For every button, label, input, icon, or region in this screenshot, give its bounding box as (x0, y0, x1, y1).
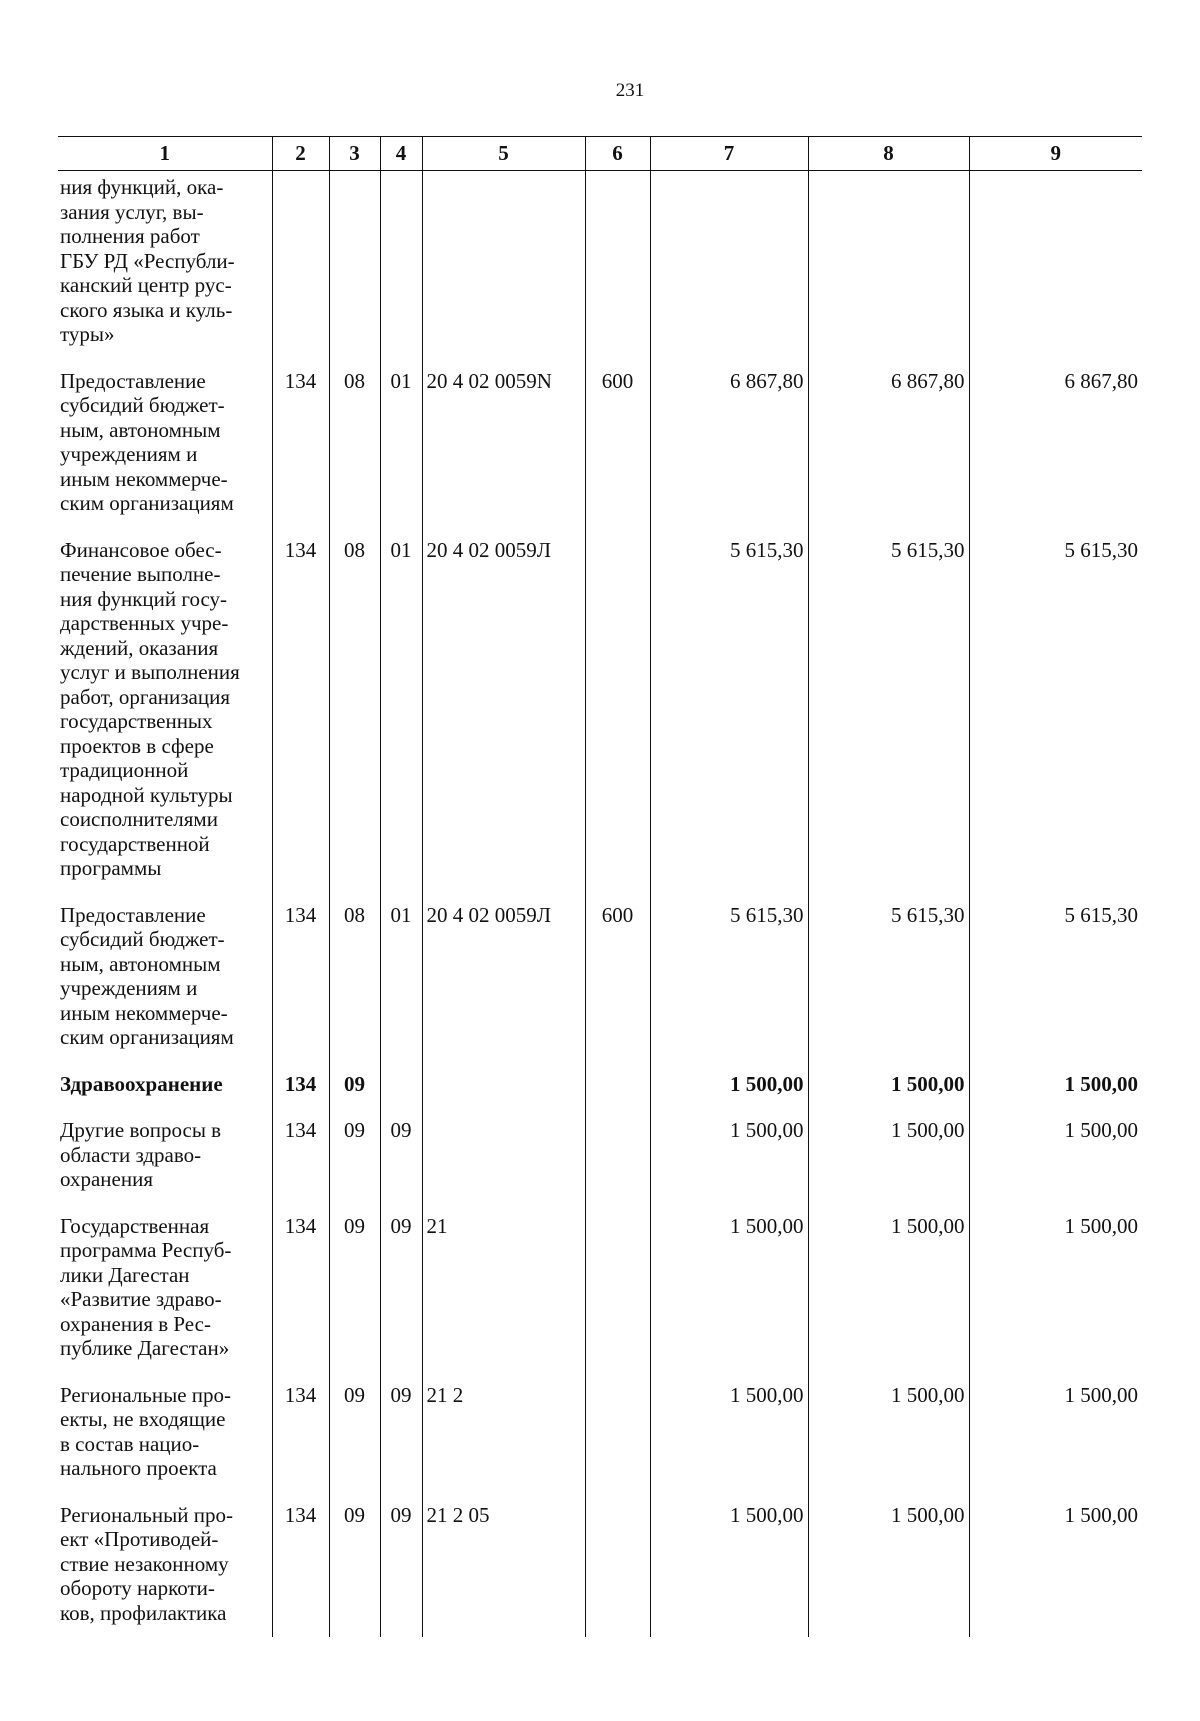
code-column-4: 09 (380, 1204, 422, 1373)
amount-column-7: 6 867,80 (650, 359, 808, 528)
code-column-3: 09 (329, 1373, 380, 1493)
row-name (58, 171, 272, 359)
code-column-4: 09 (380, 1493, 422, 1638)
code-column-3: 09 (329, 1062, 380, 1109)
table-row (58, 893, 1142, 1062)
row-name-text: Государственная программа Респуб- лики Дагестан «Развитие здраво- охранения в Рес- публике Дагестан» (60, 1213, 232, 1360)
amount-column-9 (969, 171, 1142, 359)
page-number: 231 (615, 80, 645, 101)
amount-column-9: 1 500,00 (969, 1108, 1142, 1204)
table-row (58, 171, 1142, 359)
amount-column-9: 1 500,00 (969, 1062, 1142, 1109)
code-column-6 (585, 171, 650, 359)
code-column-3: 09 (329, 1108, 380, 1204)
row-name (58, 1373, 272, 1493)
code-column-5: 21 2 (422, 1373, 585, 1493)
code-column-3: 08 (329, 893, 380, 1062)
amount-column-9: 6 867,80 (969, 359, 1142, 528)
code-column-2: 134 (272, 1108, 329, 1204)
code-column-3: 09 (329, 1204, 380, 1373)
code-column-5 (422, 1062, 585, 1109)
table-row (58, 1204, 1142, 1373)
code-column-2: 134 (272, 359, 329, 528)
amount-column-7 (650, 171, 808, 359)
amount-column-8 (808, 171, 969, 359)
table-row (58, 1062, 1142, 1109)
code-column-5: 21 (422, 1204, 585, 1373)
amount-column-7: 1 500,00 (650, 1062, 808, 1109)
amount-column-8: 1 500,00 (808, 1108, 969, 1204)
code-column-6 (585, 1493, 650, 1638)
code-column-4: 01 (380, 359, 422, 528)
table-body (58, 171, 1142, 1638)
code-column-5: 20 4 02 0059Л (422, 893, 585, 1062)
column-header-7: 7 (650, 137, 808, 171)
header-row (58, 137, 1142, 171)
row-name (58, 893, 272, 1062)
amount-column-7: 1 500,00 (650, 1493, 808, 1638)
amount-column-7: 1 500,00 (650, 1373, 808, 1493)
code-column-2: 134 (272, 1062, 329, 1109)
code-column-5: 20 4 02 0059Л (422, 528, 585, 893)
amount-column-8: 6 867,80 (808, 359, 969, 528)
code-column-2: 134 (272, 1373, 329, 1493)
row-name (58, 1204, 272, 1373)
code-column-3: 08 (329, 359, 380, 528)
row-name-text: Здравоохранение (60, 1071, 223, 1096)
row-name-text: Предоставление субсидий бюджет- ным, автономным учреждениям и иным некоммерче- ским организациям (60, 368, 234, 515)
amount-column-8: 5 615,30 (808, 893, 969, 1062)
amount-column-7: 5 615,30 (650, 528, 808, 893)
code-column-3: 08 (329, 528, 380, 893)
code-column-2 (272, 171, 329, 359)
table-row (58, 359, 1142, 528)
amount-column-8: 1 500,00 (808, 1493, 969, 1638)
row-name-text: Региональный про- ект «Противодей- ствие незаконному обороту наркоти- ков, профилактика (60, 1502, 233, 1625)
row-name-text: Другие вопросы в области здраво- охранения (60, 1118, 222, 1191)
code-column-2: 134 (272, 893, 329, 1062)
code-column-6: 600 (585, 359, 650, 528)
amount-column-9: 5 615,30 (969, 893, 1142, 1062)
code-column-2: 134 (272, 528, 329, 893)
code-column-6 (585, 528, 650, 893)
column-header-9: 9 (969, 137, 1142, 171)
amount-column-7: 1 500,00 (650, 1204, 808, 1373)
column-header-4: 4 (380, 137, 422, 171)
amount-column-7: 1 500,00 (650, 1108, 808, 1204)
code-column-6 (585, 1062, 650, 1109)
column-header-5: 5 (422, 137, 585, 171)
row-name (58, 528, 272, 893)
table-header (58, 137, 1142, 171)
column-header-2: 2 (272, 137, 329, 171)
column-header-8: 8 (808, 137, 969, 171)
code-column-3 (329, 171, 380, 359)
code-column-2: 134 (272, 1493, 329, 1638)
column-header-3: 3 (329, 137, 380, 171)
table-row (58, 528, 1142, 893)
table-row (58, 1108, 1142, 1204)
row-name-text: Региональные про- екты, не входящие в состав нацио- нального проекта (60, 1382, 232, 1480)
row-name-text: Предоставление субсидий бюджет- ным, автономным учреждениям и иным некоммерче- ским организациям (60, 902, 234, 1049)
row-name-text: Финансовое обес- печение выполне- ния функций госу- дарственных учре- ждений, оказания услуг и выполнения работ, организация государственных проектов в сфере традиционной народной культуры соисполнителями государственной программы (60, 537, 240, 880)
code-column-4: 01 (380, 893, 422, 1062)
table-row (58, 1493, 1142, 1638)
code-column-5 (422, 1108, 585, 1204)
amount-column-8: 1 500,00 (808, 1373, 969, 1493)
amount-column-9: 1 500,00 (969, 1493, 1142, 1638)
amount-column-8: 1 500,00 (808, 1204, 969, 1373)
code-column-4: 09 (380, 1373, 422, 1493)
code-column-6 (585, 1108, 650, 1204)
row-name (58, 359, 272, 528)
code-column-6 (585, 1373, 650, 1493)
amount-column-9: 5 615,30 (969, 528, 1142, 893)
code-column-3: 09 (329, 1493, 380, 1638)
row-name-text: ния функций, ока- зания услуг, вы- полнения работ ГБУ РД «Республи- канский центр рус- ского языка и куль- туры» (60, 175, 235, 346)
row-name (58, 1493, 272, 1638)
table-row (58, 1373, 1142, 1493)
code-column-5: 21 2 05 (422, 1493, 585, 1638)
amount-column-8: 5 615,30 (808, 528, 969, 893)
code-column-2: 134 (272, 1204, 329, 1373)
row-name (58, 1108, 272, 1204)
column-header-6: 6 (585, 137, 650, 171)
amount-column-7: 5 615,30 (650, 893, 808, 1062)
row-name (58, 1062, 272, 1109)
code-column-4: 01 (380, 528, 422, 893)
amount-column-9: 1 500,00 (969, 1373, 1142, 1493)
code-column-6: 600 (585, 893, 650, 1062)
column-header-1: 1 (58, 137, 272, 171)
code-column-5 (422, 171, 585, 359)
code-column-6 (585, 1204, 650, 1373)
code-column-5: 20 4 02 0059N (422, 359, 585, 528)
amount-column-9: 1 500,00 (969, 1204, 1142, 1373)
code-column-4 (380, 171, 422, 359)
code-column-4: 09 (380, 1108, 422, 1204)
code-column-4 (380, 1062, 422, 1109)
budget-table (58, 136, 1142, 1637)
amount-column-8: 1 500,00 (808, 1062, 969, 1109)
